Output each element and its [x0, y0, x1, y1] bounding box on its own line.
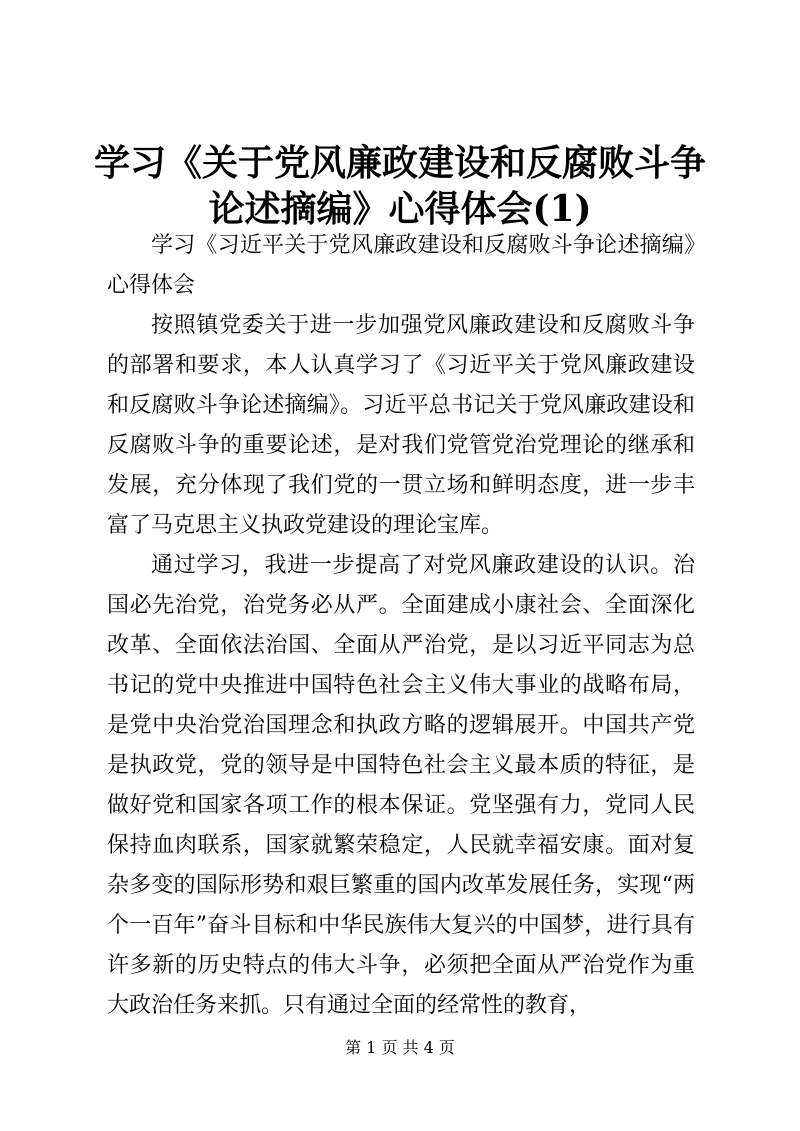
paragraph-subtitle: 学习《习近平关于党风廉政建设和反腐败斗争论述摘编》心得体会 [107, 233, 695, 298]
paragraph-intro: 按照镇党委关于进一步加强党风廉政建设和反腐败斗争的部署和要求，本人认真学习了《习近平关于党风廉政建设和反腐败斗争论述摘编》。习近平总书记关于党风廉政建设和反腐败斗争的重要论述，是对我们党管党治党理论的继承和发展，充分体现了我们党的一贯立场和鲜明态度，进一步丰富了马克思主义执政党建设的理论宝库。 [107, 313, 695, 538]
document-title: 学习《关于党风廉政建设和反腐败斗争论述摘编》心得体会(1) [93, 142, 706, 230]
page-number-footer: 第 1 页 共 4 页 [345, 1038, 455, 1057]
document-body [107, 226, 695, 1026]
paragraph-understanding: 通过学习，我进一步提高了对党风廉政建设的认识。治国必先治党，治党务必从严。全面建成小康社会、全面深化改革、全面依法治国、全面从严治党，是以习近平同志为总书记的党中央推进中国特色社会主义伟大事业的战略布局，是党中央治党治国理念和执政方略的逻辑展开。中国共产党是执政党，党的领导是中国特色社会主义最本质的特征，是做好党和国家各项工作的根本保证。党坚强有力，党同人民保持血肉联系，国家就繁荣稳定，人民就幸福安康。面对复杂多变的国际形势和艰巨繁重的国内改革发展任务，实现“两个一百年”奋斗目标和中华民族伟大复兴的中国梦，进行具有许多新的历史特点的伟大斗争，必须把全面从严治党作为重大政治任务来抓。只有通过全面的经常性的教育， [107, 553, 695, 1018]
